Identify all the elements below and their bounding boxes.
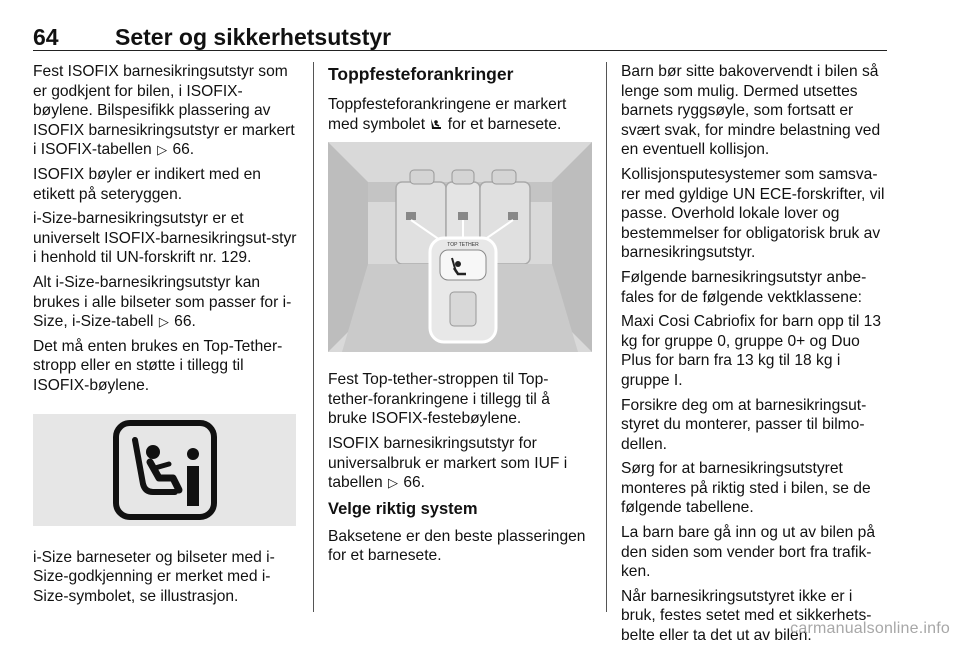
column-right: [621, 62, 889, 651]
paragraph: Sørg for at barnesikringsutstyret monteres på riktig sted i bilen, se de følgende tabellene.: [621, 460, 871, 517]
page-reference[interactable]: 66.: [172, 141, 195, 159]
paragraph-text: for et barnesete.: [447, 115, 562, 133]
paragraph: Forsikre deg om at barnesikringsut-styret du monterer, passer til bilmo-dellen.: [621, 396, 867, 453]
paragraph: Når barnesikringsutstyret ikke er i bruk, festes setet med et sikkerhets-belte eller ta det ut av bilen.: [621, 587, 872, 645]
xref-icon[interactable]: ▷: [158, 314, 169, 330]
paragraph: Fest Top-tether-stroppen til Top-tether-forankringene i tillegg til å bruke ISOFIX-festebøylene.: [328, 371, 550, 428]
paragraph: [328, 95, 592, 134]
paragraph-text: Fest ISOFIX barnesikringsutstyr som er godkjent for bilen, i ISOFIX-bøylene. Bilspesifikk plassering av ISOFIX barnesikringsutstyr er markert i ISOFIX-tabellen: [33, 63, 295, 159]
paragraph: Barn bør sitte bakovervendt i bilen så lenge som mulig. Dermed utsettes barnets ryggsøyle, som fortsatt er svært svak, for mindre belastning ved en eventuell kollisjon.: [621, 63, 881, 159]
paragraph-text: Alt i-Size-barnesikringsutstyr kan brukes i alle bilseter som passer for i-Size, i-Size-tabell: [33, 273, 292, 331]
watermark: carmanualsonline.info: [790, 620, 950, 637]
section-heading: Velge riktig system: [328, 499, 478, 518]
section-heading: Toppfesteforankringer: [328, 64, 514, 84]
cargo-area-photo: [328, 142, 592, 352]
paragraph: [33, 273, 300, 332]
column-divider: [313, 62, 314, 612]
photo-label: TOP TETHER: [447, 242, 479, 249]
column-left: [33, 62, 300, 611]
column-divider: [606, 62, 607, 612]
page-number: 64: [33, 24, 59, 50]
top-tether-seat-icon: [429, 118, 443, 130]
paragraph-text: Toppfesteforankringene er markert med symbolet: [328, 96, 567, 133]
xref-icon[interactable]: ▷: [157, 142, 168, 158]
paragraph: La barn bare gå inn og ut av bilen på den siden som vender bort fra trafik-ken.: [621, 524, 876, 581]
cargo-area-illustration: [328, 142, 592, 352]
isize-symbol-illustration: [33, 414, 296, 526]
paragraph: i-Size-barnesikringsutstyr er et universelt ISOFIX-barnesikringsut-styr i henhold til UN-forskrift nr. 129.: [33, 210, 297, 267]
paragraph: [328, 434, 592, 493]
xref-icon[interactable]: ▷: [387, 475, 398, 491]
paragraph: [33, 62, 300, 160]
paragraph: i-Size barneseter og bilseter med i-Size-godkjenning er merket med i-Size-symbolet, se illustrasjon.: [33, 548, 275, 605]
paragraph: Følgende barnesikringsutstyr anbe-fales for de følgende vektklassene:: [621, 268, 867, 306]
paragraph: Maxi Cosi Cabriofix for barn opp til 13 kg for gruppe 0, gruppe 0+ og Duo Plus for barn fra 13 kg til 18 kg i gruppe I.: [621, 313, 882, 389]
page-reference[interactable]: 66.: [403, 474, 425, 492]
page-reference[interactable]: 66.: [174, 313, 196, 331]
paragraph: Det må enten brukes en Top-Tether-stropp eller en støtte i tillegg til ISOFIX-bøylene.: [33, 337, 283, 394]
paragraph: Kollisjonsputesystemer som samsva-rer med gyldige UN ECE-forskrifter, vil passe. Overhold lokale lover og bestemmelser for obligatorisk bruk av barnesikringsutstyr.: [621, 165, 885, 262]
column-middle: [328, 62, 592, 571]
paragraph: ISOFIX bøyler er indikert med en etikett på seteryggen.: [33, 165, 261, 203]
isize-seat-icon: [113, 420, 217, 520]
paragraph-text: ISOFIX barnesikringsutstyr for universalbruk er markert som IUF i tabellen: [328, 434, 568, 492]
paragraph: Baksetene er den beste plasseringen for et barnesete.: [328, 527, 586, 565]
page-header: [33, 6, 887, 51]
page-title: Seter og sikkerhetsutstyr: [115, 24, 392, 50]
